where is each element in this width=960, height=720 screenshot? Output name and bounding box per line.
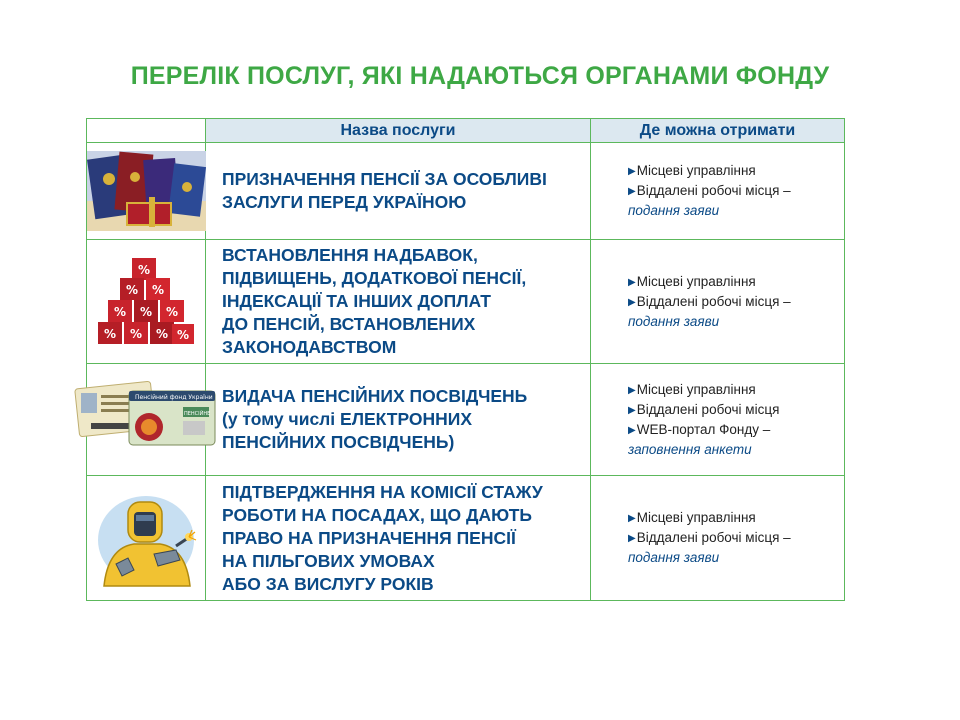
svg-text:%: %	[137, 262, 151, 277]
header-where: Де можна отримати	[591, 119, 845, 143]
where-cell	[591, 240, 845, 364]
svg-text:%: %	[139, 304, 153, 319]
service-name-line: ЗАКОНОДАВСТВОМ	[222, 337, 397, 357]
where-item: ▶Віддалені робочі місця –	[628, 530, 791, 545]
service-name-cell	[206, 364, 591, 476]
service-name-cell	[206, 240, 591, 364]
bullet-arrow-icon: ▶	[628, 276, 636, 288]
svg-text:%: %	[129, 326, 143, 341]
where-item: ▶Місцеві управління	[628, 163, 756, 178]
image-cell	[87, 364, 213, 476]
service-name-line: ВИДАЧА ПЕНСІЙНИХ ПОСВІДЧЕНЬ	[222, 386, 528, 406]
svg-text:%: %	[125, 282, 139, 297]
bullet-arrow-icon: ▶	[628, 296, 636, 308]
service-name-line: АБО ЗА ВИСЛУГУ РОКІВ	[222, 573, 434, 594]
where-cell	[591, 364, 845, 476]
svg-text:%: %	[113, 304, 127, 319]
bullet-arrow-icon: ▶	[628, 404, 636, 416]
bullet-arrow-icon: ▶	[628, 384, 636, 396]
where-item: ▶Віддалені робочі місця	[628, 401, 780, 417]
where-item: ▶Місцеві управління	[628, 510, 756, 525]
service-name-cell	[206, 476, 591, 601]
bullet-arrow-icon: ▶	[628, 186, 636, 197]
table-row	[87, 364, 845, 476]
table-row	[87, 240, 845, 364]
bullet-arrow-icon: ▶	[628, 424, 636, 436]
svg-text:%: %	[165, 304, 179, 319]
bullet-arrow-icon: ▶	[628, 533, 636, 544]
image-cell	[87, 240, 206, 364]
service-name-line: НА ПІЛЬГОВИХ УМОВАХ	[222, 550, 435, 571]
welder-image	[94, 488, 198, 588]
where-note: подання заяви	[628, 550, 720, 565]
where-note: заповнення анкети	[628, 441, 752, 457]
service-name-line: ЗАСЛУГИ ПЕРЕД УКРАЇНОЮ	[222, 192, 467, 212]
service-name-line: ПІДВИЩЕНЬ, ДОДАТКОВОЇ ПЕНСІЇ,	[222, 268, 527, 288]
service-name-line: ДО ПЕНСІЙ, ВСТАНОВЛЕНИХ	[222, 314, 476, 334]
image-cell	[87, 143, 206, 240]
pension-cards-image	[87, 375, 213, 465]
where-item: ▶Місцеві управління	[628, 273, 756, 289]
bullet-arrow-icon: ▶	[628, 166, 636, 177]
service-name-line: ПРИЗНАЧЕННЯ ПЕНСІЇ ЗА ОСОБЛИВІ	[222, 169, 547, 189]
image-cell	[87, 476, 206, 601]
table-header-row	[87, 119, 845, 143]
service-name-line: ПІДТВЕРДЖЕННЯ НА КОМІСІЇ СТАЖУ	[222, 481, 543, 502]
svg-text:%: %	[176, 327, 190, 342]
where-cell	[591, 143, 845, 240]
svg-text:%: %	[103, 326, 117, 341]
table-row	[87, 476, 845, 601]
service-name-line: ПРАВО НА ПРИЗНАЧЕННЯ ПЕНСІЇ	[222, 527, 516, 548]
service-name-cell	[206, 143, 591, 240]
svg-text:%: %	[155, 326, 169, 341]
table-row	[87, 143, 845, 240]
where-item: ▶Віддалені робочі місця –	[628, 293, 791, 309]
service-name-line: ПЕНСІЙНИХ ПОСВІДЧЕНЬ)	[222, 432, 455, 452]
award-certificates-image	[87, 151, 206, 231]
bullet-arrow-icon: ▶	[628, 513, 636, 524]
page-title: ПЕРЕЛІК ПОСЛУГ, ЯКІ НАДАЮТЬСЯ ОРГАНАМИ ФОНДУ	[130, 62, 830, 90]
where-item: ▶WEB-портал Фонду –	[628, 421, 771, 437]
service-name-line: (у тому числі ЕЛЕКТРОННИХ	[222, 409, 473, 429]
where-note: подання заяви	[628, 203, 720, 218]
where-note: подання заяви	[628, 313, 720, 329]
service-name-line: ІНДЕКСАЦІЇ ТА ІНШИХ ДОПЛАТ	[222, 291, 491, 311]
card-front-text: Пенсійний фонд України	[135, 393, 213, 401]
where-cell	[591, 476, 845, 601]
percent-cubes-image	[96, 254, 196, 350]
service-name-line: ВСТАНОВЛЕННЯ НАДБАВОК,	[222, 245, 478, 265]
header-image-cell	[87, 119, 206, 143]
service-name-line: РОБОТИ НА ПОСАДАХ, ЩО ДАЮТЬ	[222, 504, 532, 525]
svg-text:%: %	[151, 282, 165, 297]
services-table	[86, 118, 845, 601]
where-item: ▶Місцеві управління	[628, 381, 756, 397]
where-item: ▶Віддалені робочі місця –	[628, 183, 791, 198]
card-chip-text: ПЕНСІЙНЕ	[184, 410, 211, 417]
header-service-name: Назва послуги	[206, 119, 591, 143]
